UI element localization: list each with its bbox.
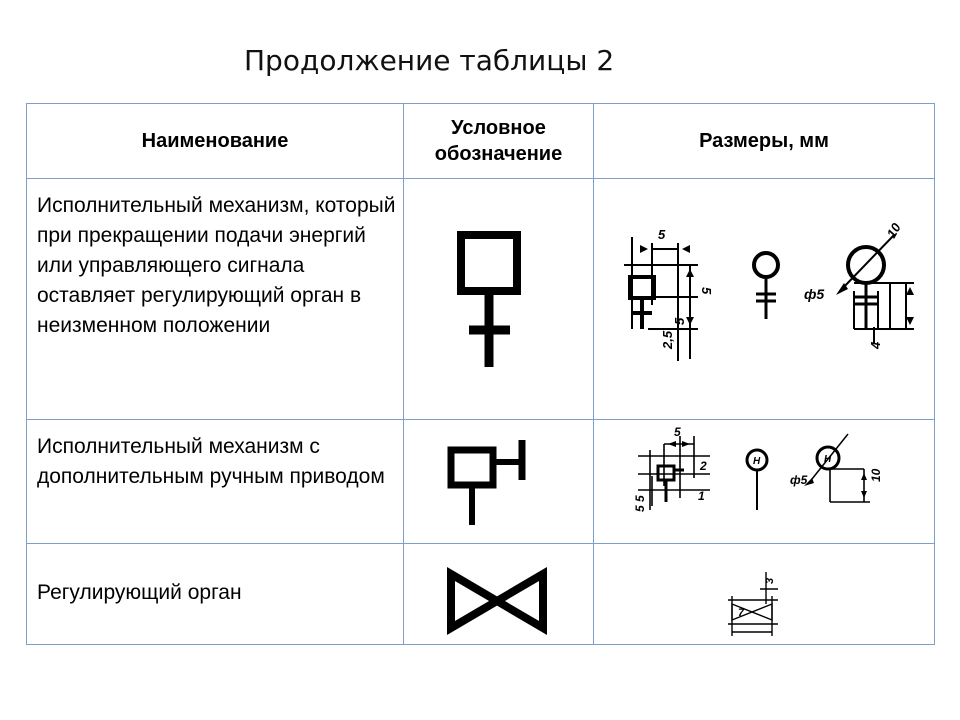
table-header-row bbox=[27, 104, 935, 179]
page-title: Продолжение таблицы 2 bbox=[244, 44, 615, 77]
dim-label: 3 bbox=[764, 577, 776, 584]
row-name: Исполнительный механизм, который при прекращении подачи энергий или управляющего сигнала оставляет регулирующий орган в неизменном положении bbox=[27, 179, 404, 420]
symbols-table bbox=[26, 103, 935, 645]
row-name: Регулирующий орган bbox=[37, 581, 242, 604]
table-row bbox=[27, 544, 935, 645]
actuator-manual-drive-icon bbox=[404, 420, 594, 543]
dim-label: 10 bbox=[869, 468, 883, 482]
row-name: Исполнительный механизм с дополнительным ручным приводом bbox=[27, 420, 404, 544]
actuator-manual-dims-drawing bbox=[594, 420, 935, 543]
dim-label: 1 bbox=[698, 489, 705, 503]
header-name: Наименование bbox=[27, 104, 404, 179]
dim-label: Н bbox=[824, 454, 832, 465]
dim-label: ф5 bbox=[804, 286, 825, 302]
table-row bbox=[27, 420, 935, 544]
header-symbol: Условное обозначение bbox=[404, 104, 594, 179]
control-valve-icon bbox=[404, 544, 594, 644]
dim-label: 5 bbox=[699, 287, 714, 295]
header-dims: Размеры, мм bbox=[594, 104, 935, 179]
dim-label: 5 bbox=[674, 425, 681, 439]
dim-label: 2 bbox=[700, 459, 707, 473]
dim-label: 2,5 bbox=[660, 330, 675, 349]
control-valve-dims-drawing bbox=[594, 544, 935, 644]
dim-label: 4 bbox=[868, 341, 883, 349]
dim-label: ф5 bbox=[790, 473, 808, 487]
dim-label: Н bbox=[753, 456, 761, 467]
dim-label: 7 bbox=[738, 607, 745, 619]
table-row bbox=[27, 179, 935, 420]
dim-label: 5 5 bbox=[633, 495, 647, 512]
actuator-fixed-dims-drawing bbox=[594, 179, 935, 419]
actuator-fixed-position-icon bbox=[404, 179, 594, 419]
dim-label: 10 bbox=[883, 220, 904, 241]
dim-label: 5 bbox=[658, 227, 666, 242]
dim-label: 5 bbox=[672, 317, 687, 325]
